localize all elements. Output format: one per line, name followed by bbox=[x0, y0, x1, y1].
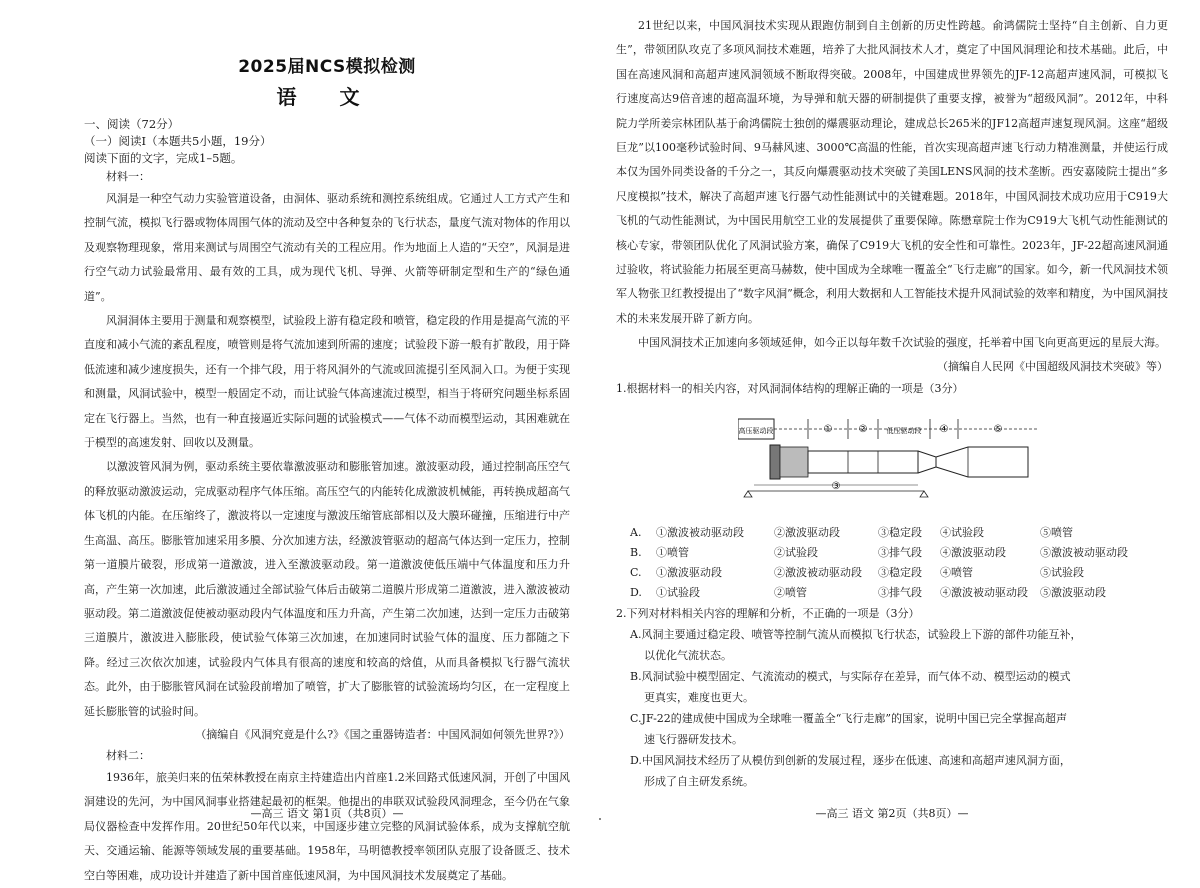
figure-seg-3: 低压驱动段 bbox=[886, 426, 922, 435]
figure-seg-5: ⑤ bbox=[993, 423, 1003, 435]
material-2-label: 材料二： bbox=[106, 748, 150, 762]
option-row-a[interactable]: A. ①激波被动驱动段 ②激波驱动段 ③稳定段 ④试验段 ⑤喷管 bbox=[630, 525, 1073, 539]
page-footer: —高三 语文 第1页（共8页）— bbox=[250, 807, 404, 820]
question-2-stem: 2.下列对材料相关内容的理解和分析，不正确的一项是（3分） bbox=[616, 606, 920, 620]
question-2-option-b[interactable]: B.风洞试验中模型固定、气流流动的模式，与实际存在差异，而气体不动、模型运动的模式 更真实，难度也更大。 bbox=[630, 669, 1071, 704]
figure-tube bbox=[808, 451, 918, 473]
figure-nozzle bbox=[918, 451, 936, 473]
material-1-source: （摘编自《风洞究竟是什么?》《国之重器铸造者：中国风洞如何领先世界?》） bbox=[195, 727, 570, 741]
figure-seg-2: ② bbox=[858, 423, 868, 435]
material-1-paragraph: 以激波管风洞为例，驱动系统主要依靠激波驱动和膨胀管加速。激波驱动段，通过控制高压空气的释放驱动激波运动，完成驱动程序气体压缩。高压空气的内能转化成激波机械能，再转换成超高气体飞机的内能。在压缩终了，激波将以一定速度与激波压缩管底部相以及大膜环碰撞，压缩进行中产生高温、高压。膨胀管加速采用多膜、分次加速方法，经激波管驱动的超高气体达到一定压力，控制第一道膜片破裂，形成第一道激波，进入至激波驱动段。第一道激波使低压端中气体温度和压力升高，产生第一次加速，此后激波通过全部试验气体后击破第二道膜片形成第二道激波，进入激波被动驱动段。第二道激波促使被动驱动段内气体温度和压力升高，产生第二次加速，达到一定压力击破第三道膜片，激波进入膨胀段，使试验气体第三次加速，在加速同时试验气体的温度、压力都随之下降。经过三次依次加速，试验段内气体具有很高的速度和较高的焓值，从而具备模拟飞行器气流状态。此外，由于膨胀管风洞在试验段前增加了喷管，扩大了膨胀管的试验流场均匀区，在一定程度上延长膨胀管的试验时间。 bbox=[84, 460, 570, 718]
figure-seg-4: ④ bbox=[939, 423, 949, 435]
material-1-paragraph: 风洞洞体主要用于测量和观察模型，试验段上游有稳定段和喷管，稳定段的作用是提高气流的平直度和减小气流的紊乱程度，喷管则是将气流加速到所需的速度；试验段下游一般有扩散段，用于降低流速和减少速度损失，还有一个排气段，用于将风洞外的气流或回流提引至风洞入口。为便于实现和测量，风洞试验中，模型一般固定不动，而让试验气体高速流过模型，相当于将研究问题坐标系固定在飞行器上。当然，也有一种直接逼近实际问题的试验模式——气体不动而模型运动，其困难就在于模型的高速发射、回收以及测量。 bbox=[84, 314, 570, 450]
figure-label-high-pressure: 高压驱动段 bbox=[738, 426, 774, 435]
material-2-paragraph: 21世纪以来，中国风洞技术实现从跟跑仿制到自主创新的历史性跨越。俞鸿儒院士坚持“自主创新、自力更生”，带领团队攻克了多项风洞技术难题，培养了大批风洞技术人才，奠定了中国风洞理论和技术基础。此后，中国在高速风洞和高超声速风洞领域不断取得突破。2008年，中国建成世界领先的JF-12高超声速风洞，可模拟飞行速度高达9倍音速的超高温环境，为导弹和航天器的研制提供了重要支撑，被誉为“超级风洞”。2012年，中科院力学所姜宗林团队基于俞鸿儒院士独创的爆震驱动理论，建成总长265米的JF12高超声速复现风洞。这座“超级巨龙”以100毫秒试验时间、9马赫风速、3000℃高温的性能，首次实现高超声速飞行动力精准测量，并使运行成本仅为国外同类设备的千分之一，其反向爆震驱动技术突破了美国LENS风洞的技术垄断。西安嘉陵院士提出“多尺度模拟”技术，解决了高超声速飞行器气动性能测试中的关键难题。2018年，中国风洞技术成功应用于C919大飞机的气动性能测试，为中国民用航空工业的发展提供了重要保障。陈懋章院士作为C919大飞机气动性能测试的核心专家，带领团队优化了风洞试验方案，确保了C919大飞机的安全性和可靠性。2023年，JF-22超高速风洞通过验收，将试验能力拓展至更高马赫数，使中国成为全球唯一覆盖全“飞行走廊”的国家。如今，新一代风洞技术领军人物张卫红教授提出了“数字风洞”概念，利用大数据和人工智能技术提升风洞试验的效率和精度，为中国风洞技术的未来发展开辟了新方向。 bbox=[616, 19, 1168, 325]
figure-seg-1: ① bbox=[823, 423, 833, 435]
material-2-paragraph: 中国风洞技术正加速向多领域延伸，如今正以每年数千次试验的强度，托举着中国飞向更高更远的星辰大海。 bbox=[638, 336, 1166, 350]
material-2-source: （摘编自人民网《中国超级风洞技术突破》等） bbox=[937, 359, 1168, 373]
section-heading: 一、阅读（72分） bbox=[84, 117, 180, 131]
subsection-heading: （一）阅读Ⅰ（本题共5小题，19分） bbox=[84, 134, 272, 148]
page-1 bbox=[0, 0, 600, 882]
question-2-option-d[interactable]: D.中国风洞技术经历了从模仿到创新的发展过程，逐步在低速、高速和高超声速风洞方面， 形成了自主研发系统。 bbox=[630, 753, 1071, 788]
wind-tunnel-diagram bbox=[738, 405, 1038, 515]
option-row-c[interactable]: C. ①激波驱动段 ②激波被动驱动段 ③稳定段 ④喷管 ⑤试验段 bbox=[630, 565, 1084, 579]
subject-title: 语 文 bbox=[276, 85, 378, 109]
page-footer: —高三 语文 第2页（共8页）— bbox=[815, 807, 969, 820]
page-2 bbox=[600, 0, 1200, 847]
question-2-option-a[interactable]: A.风洞主要通过稳定段、喷管等控制气流从而模拟飞行状态，试验段上下游的部件功能互补， 以优化气流状态。 bbox=[630, 627, 1082, 662]
material-1-paragraph: 风洞是一种空气动力实验管道设备，由洞体、驱动系统和测控系统组成。它通过人工方式产生和控制气流，模拟飞行器或物体周围气体的流动及空中各种复杂的飞行状态，量度气流对物体的作用以及观察物理现象，常用来测试与周围空气流动有关的工程应用。作为地面上人造的“天空”，风洞是进行空气动力试验最常用、最有效的工具，成为现代飞机、导弹、火箭等研制定型和生产的“绿色通道”。 bbox=[84, 192, 570, 303]
option-row-b[interactable]: B. ①喷管 ②试验段 ③排气段 ④激波驱动段 ⑤激波被动驱动段 bbox=[630, 545, 1128, 559]
material-1-label: 材料一： bbox=[106, 170, 150, 183]
question-2-option-c[interactable]: C.JF-22的建成使中国成为全球唯一覆盖全“飞行走廊”的国家，说明中国已完全掌握高超声 速飞行器研发技术。 bbox=[630, 711, 1068, 746]
question-1-stem: 1.根据材料一的相关内容，对风洞洞体结构的理解正确的一项是（3分） bbox=[616, 381, 964, 395]
option-row-d[interactable]: D. ①试验段 ②喷管 ③排气段 ④激波被动驱动段 ⑤激波驱动段 bbox=[630, 585, 1106, 599]
exam-title: 2025届NCS模拟检测 bbox=[238, 57, 416, 77]
question-1-options bbox=[616, 523, 1168, 603]
instruction: 阅读下面的文字，完成1–5题。 bbox=[84, 151, 243, 165]
figure-test-section bbox=[936, 447, 1028, 477]
material-2-paragraph: 1936年，旅美归来的伍荣林教授在南京主持建造出内首座1.2米回路式低速风洞，开创了中国风洞建设的先河，为中国风洞事业搭建起最初的框架。他提出的串联双试验段风洞理念，至今仍在气象局仪器检查中发挥作用。20世纪50年代以来，中国逐步建立完整的风洞试验体系，成为支撑航空航天、交通运输、能源等领域发展的重要基础。1958年，马明德教授率领团队克服了设备匮乏、技术空白等困难，成功设计并建造了新中国首座低速风洞，为中国风洞技术发展奠定了基础。 bbox=[84, 770, 570, 882]
center-mark bbox=[599, 818, 601, 820]
figure-driver-block bbox=[770, 445, 780, 479]
figure-bottom-mark: ③ bbox=[831, 480, 841, 492]
